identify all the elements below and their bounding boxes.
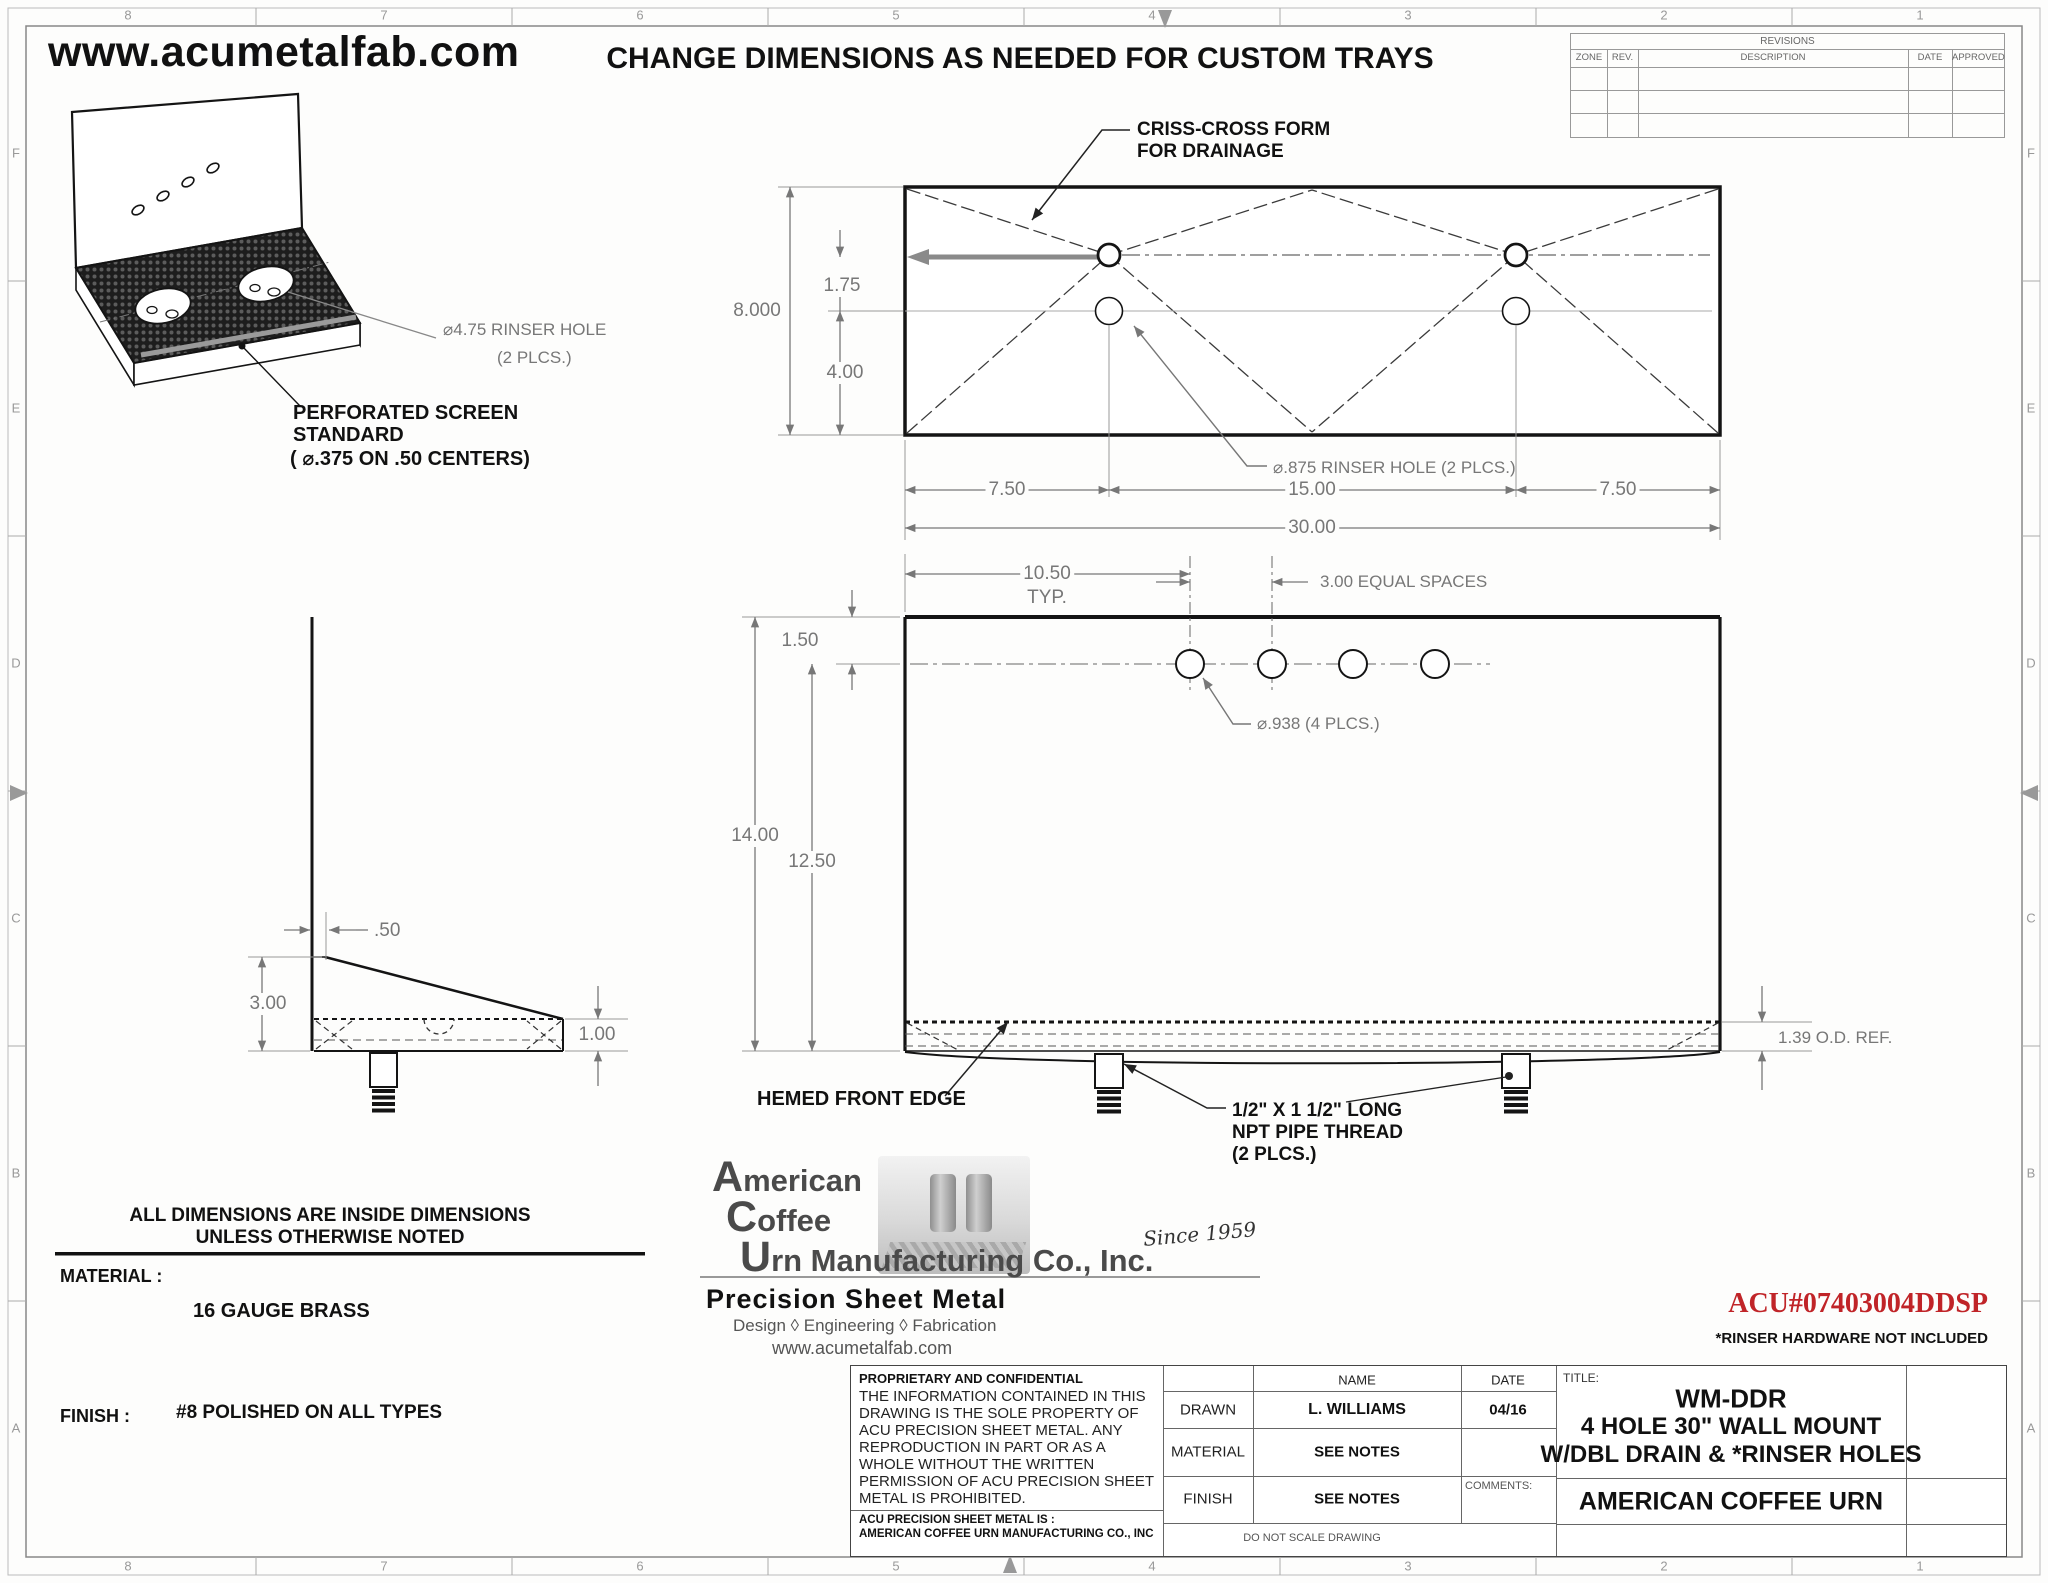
drawn-label: DRAWN <box>1179 1401 1237 1419</box>
isometric-view <box>72 94 436 406</box>
inside-dims-note-1: ALL DIMENSIONS ARE INSIDE DIMENSIONS <box>129 1205 531 1226</box>
top-view <box>778 130 1720 540</box>
material-row-label: MATERIAL <box>1171 1443 1245 1461</box>
logo-services: Design ◊ Engineering ◊ Fabrication <box>733 1316 997 1335</box>
zone-number: 7 <box>380 1558 388 1574</box>
zone-letter: B <box>2026 1165 2036 1181</box>
npt-label-2: NPT PIPE THREAD <box>1232 1122 1404 1143</box>
screen-label-1: PERFORATED SCREEN <box>293 402 519 424</box>
zone-letter: A <box>2026 1420 2036 1436</box>
npt-leader <box>1124 1064 1226 1108</box>
revisions-col-rev: REV. <box>1611 52 1634 63</box>
npt-label-1: 1/2" X 1 1/2" LONG <box>1232 1100 1403 1121</box>
zone-number: 1 <box>1916 7 1924 23</box>
drawn-date: 04/16 <box>1489 1401 1527 1419</box>
company-name: AMERICAN COFFEE URN <box>1578 1487 1884 1516</box>
zone-letter: F <box>12 145 20 161</box>
dim-od-ref: 1.39 O.D. REF. <box>1778 1028 1893 1047</box>
zone-number: 4 <box>1148 7 1156 23</box>
zone-number: 5 <box>892 1558 900 1574</box>
dim-hole-spacing: 3.00 EQUAL SPACES <box>1320 572 1488 591</box>
finish-value: #8 POLISHED ON ALL TYPES <box>176 1402 443 1423</box>
revisions-col-approved: APPROVED <box>1952 52 2005 63</box>
finish-label: FINISH : <box>60 1406 130 1426</box>
dim-total-width: 30.00 <box>1285 517 1339 539</box>
revisions-col-date: DATE <box>1917 52 1943 63</box>
dim-drain-offset: 1.75 <box>821 275 864 297</box>
side-npt-fitting <box>370 1053 397 1113</box>
drawn-name: L. WILLIAMS <box>1308 1401 1406 1418</box>
side-view <box>248 617 628 1113</box>
dim-first-hole: 10.50 <box>1020 563 1074 585</box>
tray-section <box>905 1022 1720 1063</box>
hole-dia-leader <box>1203 678 1251 724</box>
zone-letter: D <box>2026 655 2036 671</box>
screen-label-3: ( ⌀.375 ON .50 CENTERS) <box>290 448 530 470</box>
hem-label: HEMED FRONT EDGE <box>757 1088 966 1110</box>
drawing-title-3: W/DBL DRAIN & *RINSER HOLES <box>1540 1441 1922 1468</box>
dim-left-span: 7.50 <box>986 479 1029 501</box>
comments-label: COMMENTS: <box>1465 1480 1533 1492</box>
npt-label-3: (2 PLCS.) <box>1232 1144 1317 1165</box>
zone-number: 2 <box>1660 7 1668 23</box>
revisions-col-description: DESCRIPTION <box>1740 52 1806 63</box>
zone-number: 7 <box>380 7 388 23</box>
drain-arc <box>424 1019 454 1034</box>
material-value: 16 GAUGE BRASS <box>193 1300 370 1322</box>
dim-hole-dia: ⌀.938 (4 PLCS.) <box>1257 714 1380 733</box>
finish-row-value: SEE NOTES <box>1314 1490 1400 1508</box>
logo-line-1: American <box>712 1153 862 1201</box>
crisscross-label-2: FOR DRAINAGE <box>1137 141 1284 162</box>
zone-number: 1 <box>1916 1558 1924 1574</box>
name-header: NAME <box>1338 1372 1376 1388</box>
zone-number: 8 <box>124 1558 132 1574</box>
zone-letter: C <box>11 910 21 926</box>
date-header: DATE <box>1491 1372 1525 1388</box>
dim-side-height: 3.00 <box>247 993 290 1015</box>
iso-rinser-dia-label: ⌀4.75 RINSER HOLE <box>443 320 607 339</box>
zone-number: 5 <box>892 7 900 23</box>
drawing-title-2: 4 HOLE 30" WALL MOUNT <box>1580 1413 1882 1440</box>
website-url: www.acumetalfab.com <box>48 28 520 76</box>
revisions-title: REVISIONS <box>1571 34 2004 50</box>
part-number: ACU#07403004DDSP <box>1728 1288 1988 1319</box>
page-title: CHANGE DIMENSIONS AS NEEDED FOR CUSTOM TRAYS <box>606 42 1434 75</box>
title-label: TITLE: <box>1563 1371 1600 1385</box>
do-not-scale: DO NOT SCALE DRAWING <box>1243 1532 1381 1544</box>
logo-tagline: Precision Sheet Metal <box>706 1284 1007 1314</box>
logo-line-2: Coffee <box>726 1193 832 1241</box>
screen-label-2: STANDARD <box>293 424 404 446</box>
proprietary-body: THE INFORMATION CONTAINED IN THIS DRAWING IS THE SOLE PROPERTY OF ACU PRECISION SHEET METAL. ANY REPRODUCTION IN PART OR AS A WHOLE WITHOUT THE WRITTEN PERMISSION OF ACU PRECISION SHEET METAL IS PROHIBITED. <box>859 1388 1154 1507</box>
crisscross-label-1: CRISS-CROSS FORM <box>1137 119 1331 140</box>
dim-lower-height: 12.50 <box>785 851 839 873</box>
owner-line-2: AMERICAN COFFEE URN MANUFACTURING CO., INC <box>859 1528 1154 1540</box>
material-row-value: SEE NOTES <box>1314 1443 1400 1461</box>
zone-number: 8 <box>124 7 132 23</box>
material-label: MATERIAL : <box>60 1266 163 1286</box>
front-view <box>742 554 1812 1114</box>
zone-letter: F <box>2027 145 2035 161</box>
faucet-holes <box>1176 650 1449 678</box>
finish-row-label: FINISH <box>1183 1490 1233 1508</box>
zone-letter: D <box>11 655 21 671</box>
zone-letter: E <box>2026 400 2036 416</box>
notes-underline <box>55 1252 645 1256</box>
dim-lip-offset: .50 <box>374 920 401 941</box>
zone-number: 2 <box>1660 1558 1668 1574</box>
zone-number: 4 <box>1148 1558 1156 1574</box>
rinser-hardware-note: *RINSER HARDWARE NOT INCLUDED <box>1715 1330 1988 1347</box>
dim-bottom-offset: 4.00 <box>824 362 867 384</box>
zone-letter: B <box>11 1165 21 1181</box>
logo-line-3: Urn Manufacturing Co., Inc. <box>740 1233 1154 1281</box>
dim-right-span: 7.50 <box>1597 479 1640 501</box>
title-block <box>850 1365 2007 1557</box>
inside-dims-note-2: UNLESS OTHERWISE NOTED <box>195 1227 465 1248</box>
rinser-hole-label: ⌀.875 RINSER HOLE (2 PLCS.) <box>1273 458 1516 477</box>
revisions-table <box>1570 33 2005 138</box>
dim-center-span: 15.00 <box>1285 479 1339 501</box>
zone-number: 6 <box>636 7 644 23</box>
drawing-title-1: WM-DDR <box>1675 1383 1787 1414</box>
dim-height: 8.000 <box>730 300 784 322</box>
logo-website: www.acumetalfab.com <box>772 1338 953 1358</box>
dim-hole-offset: 1.50 <box>779 630 822 652</box>
since-1959: Since 1959 <box>1142 1217 1258 1251</box>
zone-letter: A <box>11 1420 21 1436</box>
zone-number: 3 <box>1404 7 1412 23</box>
owner-line-1: ACU PRECISION SHEET METAL IS : <box>859 1514 1055 1526</box>
dim-total-height: 14.00 <box>728 825 782 847</box>
dim-thickness: 1.00 <box>576 1024 619 1046</box>
zone-number: 3 <box>1404 1558 1412 1574</box>
zone-letter: C <box>2026 910 2036 926</box>
zone-number: 6 <box>636 1558 644 1574</box>
dim-typ: TYP. <box>1024 587 1070 609</box>
revisions-col-zone: ZONE <box>1575 52 1603 63</box>
zone-letter: E <box>11 400 21 416</box>
proprietary-title: PROPRIETARY AND CONFIDENTIAL <box>859 1371 1083 1386</box>
iso-rinser-qty-label: (2 PLCS.) <box>497 348 572 367</box>
